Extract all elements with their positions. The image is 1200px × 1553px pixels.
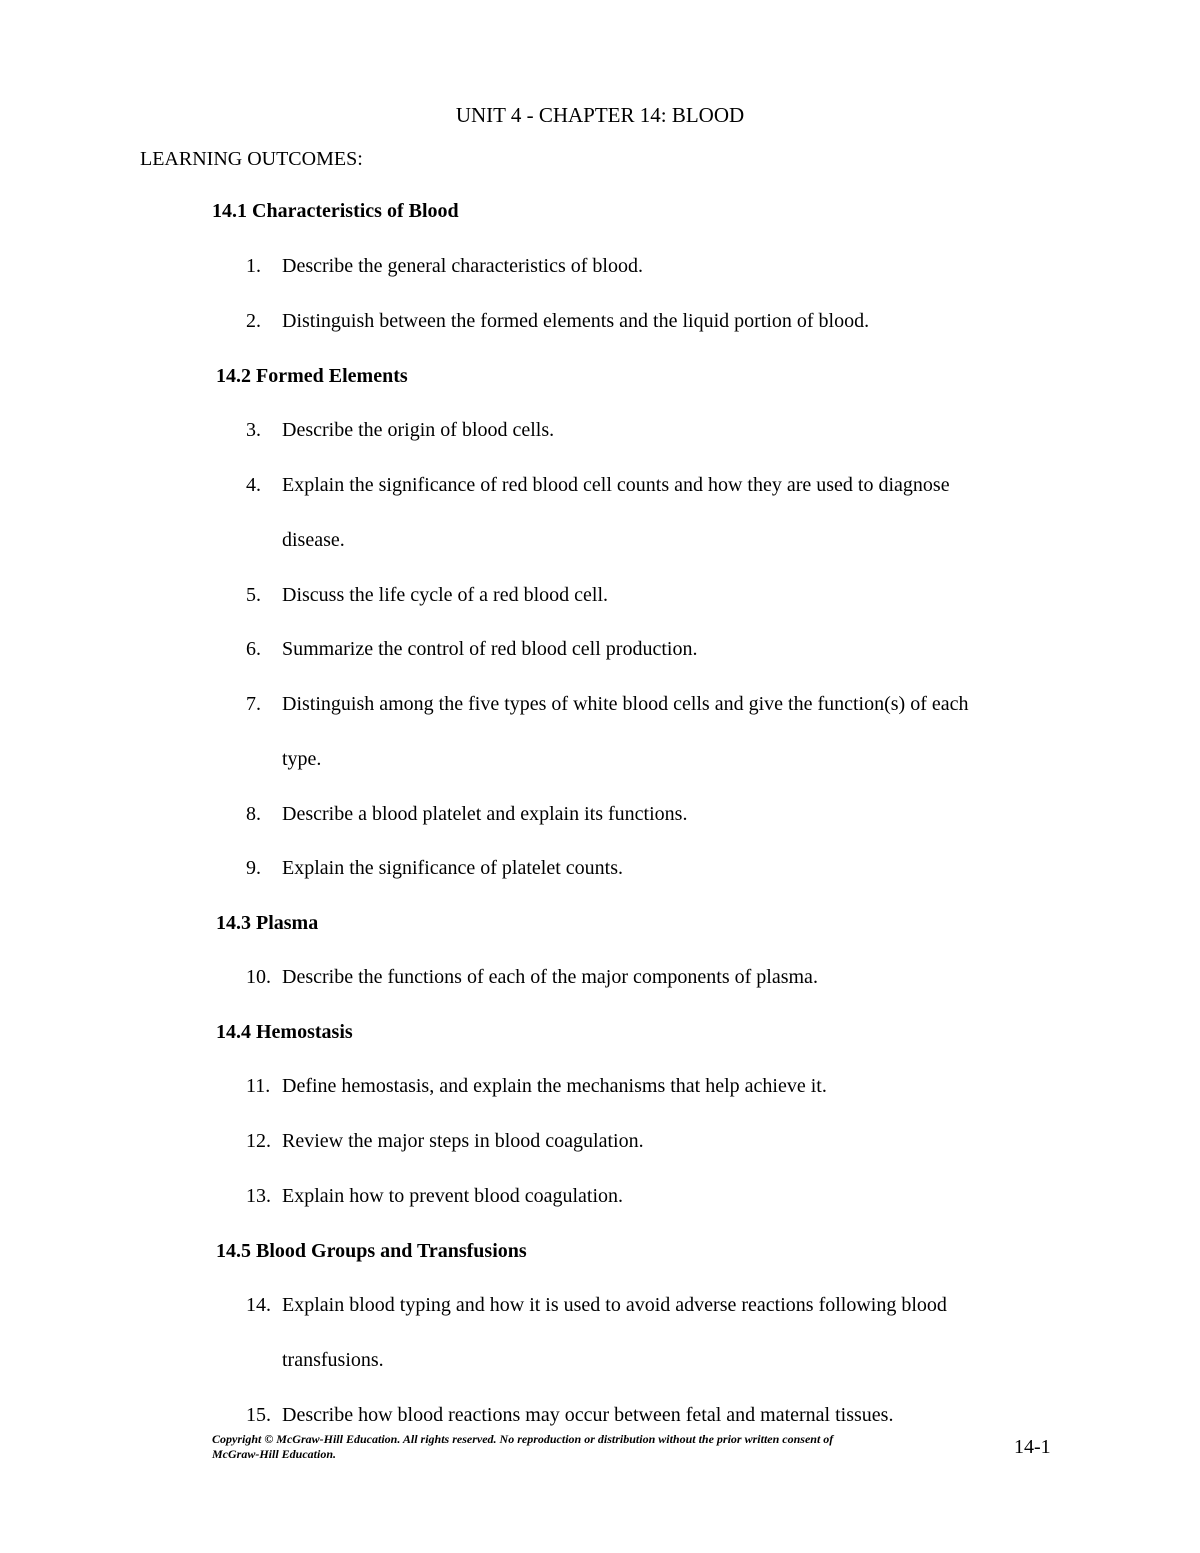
item-text: Explain how to prevent blood coagulation.	[282, 1185, 624, 1207]
copyright-notice	[212, 1432, 1012, 1462]
item-text: Explain the significance of red blood cell counts and how they are used to diagnose	[282, 474, 950, 496]
item-text: Review the major steps in blood coagulation.	[282, 1130, 644, 1152]
item-number: 11.	[246, 1075, 271, 1097]
item-text-continued: type.	[282, 748, 322, 770]
section-heading-14-2: 14.2 Formed Elements	[216, 365, 408, 387]
item-text: Describe how blood reactions may occur between fetal and maternal tissues.	[282, 1404, 894, 1426]
item-number: 5.	[246, 584, 261, 606]
copyright-line-2: McGraw-Hill Education.	[212, 1447, 337, 1461]
item-number: 4.	[246, 474, 261, 496]
page-number: 14-1	[1014, 1436, 1051, 1458]
item-text: Summarize the control of red blood cell production.	[282, 638, 698, 660]
item-text: Distinguish among the five types of white blood cells and give the function(s) of each	[282, 693, 969, 715]
item-number: 1.	[246, 255, 261, 277]
item-text: Describe the origin of blood cells.	[282, 419, 555, 441]
item-number: 8.	[246, 803, 261, 825]
item-text: Discuss the life cycle of a red blood cell.	[282, 584, 608, 606]
item-text: Explain the significance of platelet counts.	[282, 857, 623, 879]
item-text: Describe the functions of each of the major components of plasma.	[282, 966, 818, 988]
item-number: 9.	[246, 857, 261, 879]
item-number: 2.	[246, 310, 261, 332]
item-text: Describe a blood platelet and explain its functions.	[282, 803, 688, 825]
section-heading-14-4: 14.4 Hemostasis	[216, 1021, 353, 1043]
section-heading-14-3: 14.3 Plasma	[216, 912, 319, 934]
item-number: 14.	[246, 1294, 271, 1316]
section-heading-14-5: 14.5 Blood Groups and Transfusions	[216, 1240, 527, 1262]
item-text-continued: disease.	[282, 529, 345, 551]
section-heading-14-1: 14.1 Characteristics of Blood	[212, 200, 459, 222]
item-text: Explain blood typing and how it is used to avoid adverse reactions following blood	[282, 1294, 947, 1316]
item-text-continued: transfusions.	[282, 1349, 384, 1371]
item-text: Distinguish between the formed elements and the liquid portion of blood.	[282, 310, 870, 332]
copyright-line-1: Copyright © McGraw-Hill Education. All rights reserved. No reproduction or distribution without the prior written consent of	[212, 1432, 834, 1446]
item-number: 12.	[246, 1130, 271, 1152]
item-text: Define hemostasis, and explain the mechanisms that help achieve it.	[282, 1075, 827, 1097]
item-number: 15.	[246, 1404, 271, 1426]
item-number: 13.	[246, 1185, 271, 1207]
item-text: Describe the general characteristics of blood.	[282, 255, 643, 277]
learning-outcomes-label: LEARNING OUTCOMES:	[140, 148, 363, 170]
item-number: 3.	[246, 419, 261, 441]
page-title: UNIT 4 - CHAPTER 14: BLOOD	[455, 103, 745, 127]
item-number: 10.	[246, 966, 271, 988]
item-number: 7.	[246, 693, 261, 715]
item-number: 6.	[246, 638, 261, 660]
